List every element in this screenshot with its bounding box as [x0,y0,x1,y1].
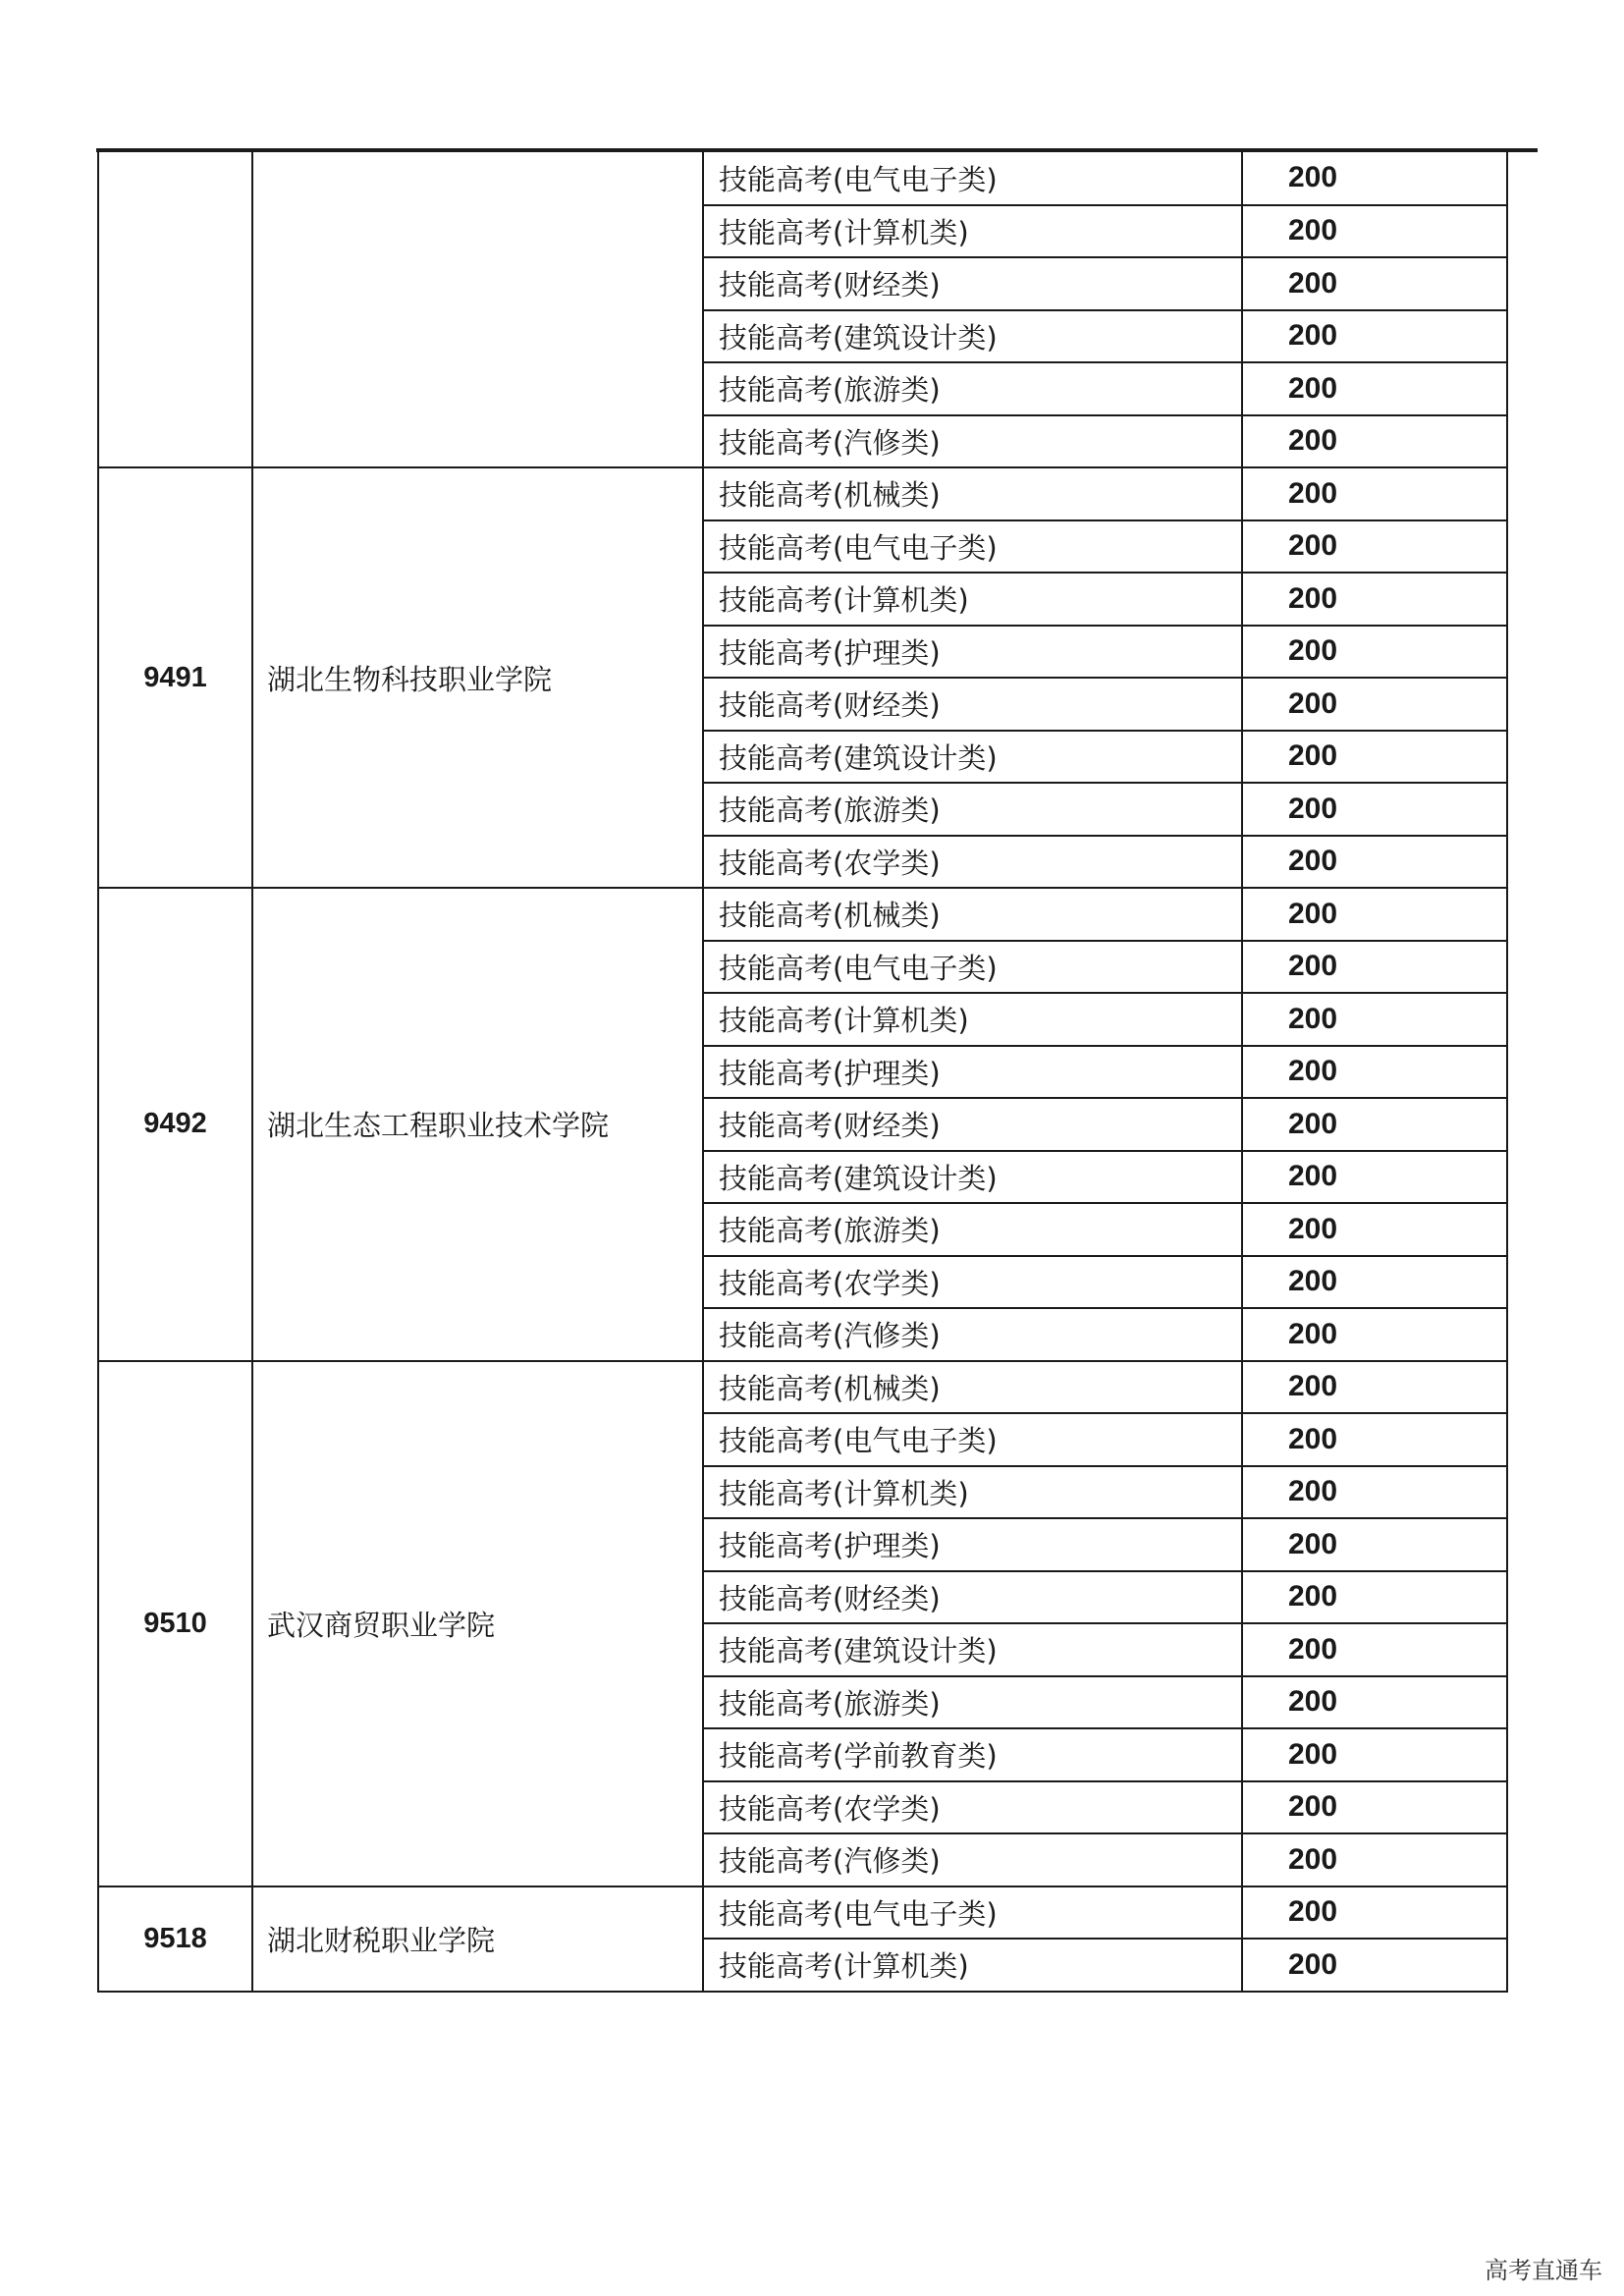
category-cell: 技能高考(农学类) [703,1781,1242,1834]
score-cell: 200 [1242,205,1507,258]
score-cell: 200 [1242,836,1507,889]
school-name-cell [252,152,703,467]
score-cell: 200 [1242,467,1507,520]
category-cell: 技能高考(护理类) [703,626,1242,679]
score-cell: 200 [1242,257,1507,310]
score-cell: 200 [1242,362,1507,415]
score-cell: 200 [1242,1886,1507,1940]
school-code-cell: 9492 [98,888,252,1361]
category-cell: 技能高考(护理类) [703,1518,1242,1571]
category-cell: 技能高考(建筑设计类) [703,1623,1242,1676]
score-cell: 200 [1242,1728,1507,1781]
score-cell: 200 [1242,415,1507,468]
score-cell: 200 [1242,1939,1507,1992]
category-cell: 技能高考(计算机类) [703,1466,1242,1519]
category-cell: 技能高考(财经类) [703,678,1242,731]
school-name-cell: 湖北财税职业学院 [252,1886,703,1992]
school-code-cell: 9510 [98,1361,252,1886]
table-row [98,888,1507,941]
category-cell: 技能高考(机械类) [703,1361,1242,1414]
score-cell: 200 [1242,573,1507,626]
table-row [98,1886,1507,1940]
score-cell: 200 [1242,1623,1507,1676]
category-cell: 技能高考(旅游类) [703,783,1242,836]
score-cell: 200 [1242,1571,1507,1624]
score-cell: 200 [1242,783,1507,836]
score-cell: 200 [1242,1098,1507,1151]
school-code-cell [98,152,252,467]
score-cell: 200 [1242,1781,1507,1834]
table-row [98,152,1507,205]
score-cell: 200 [1242,1361,1507,1414]
category-cell: 技能高考(机械类) [703,888,1242,941]
score-cell: 200 [1242,520,1507,574]
category-cell: 技能高考(农学类) [703,836,1242,889]
category-cell: 技能高考(计算机类) [703,205,1242,258]
school-name-cell: 湖北生物科技职业学院 [252,467,703,888]
score-cell: 200 [1242,1256,1507,1309]
category-cell: 技能高考(旅游类) [703,1203,1242,1256]
category-cell: 技能高考(汽修类) [703,1308,1242,1361]
score-cell: 200 [1242,678,1507,731]
category-cell: 技能高考(建筑设计类) [703,1151,1242,1204]
score-cell: 200 [1242,941,1507,994]
score-cell: 200 [1242,1466,1507,1519]
category-cell: 技能高考(财经类) [703,257,1242,310]
category-cell: 技能高考(护理类) [703,1046,1242,1099]
school-code-cell: 9491 [98,467,252,888]
score-cell: 200 [1242,1518,1507,1571]
category-cell: 技能高考(计算机类) [703,1939,1242,1992]
table-row [98,1361,1507,1414]
category-cell: 技能高考(建筑设计类) [703,731,1242,784]
score-cell: 200 [1242,731,1507,784]
school-code-cell: 9518 [98,1886,252,1992]
category-cell: 技能高考(建筑设计类) [703,310,1242,363]
score-cell: 200 [1242,1676,1507,1729]
score-cell: 200 [1242,1046,1507,1099]
admission-score-table [97,152,1508,1993]
score-cell: 200 [1242,152,1507,205]
table-row [98,467,1507,520]
score-cell: 200 [1242,626,1507,679]
footer-watermark: 高考直通车 [1485,2257,1602,2284]
category-cell: 技能高考(财经类) [703,1571,1242,1624]
score-cell: 200 [1242,1833,1507,1886]
category-cell: 技能高考(旅游类) [703,1676,1242,1729]
score-cell: 200 [1242,993,1507,1046]
category-cell: 技能高考(计算机类) [703,573,1242,626]
category-cell: 技能高考(电气电子类) [703,520,1242,574]
score-cell: 200 [1242,1413,1507,1466]
table-body [98,152,1507,1992]
category-cell: 技能高考(财经类) [703,1098,1242,1151]
category-cell: 技能高考(汽修类) [703,415,1242,468]
category-cell: 技能高考(电气电子类) [703,1413,1242,1466]
school-name-cell: 湖北生态工程职业技术学院 [252,888,703,1361]
school-name-cell: 武汉商贸职业学院 [252,1361,703,1886]
score-cell: 200 [1242,1203,1507,1256]
category-cell: 技能高考(电气电子类) [703,1886,1242,1940]
score-cell: 200 [1242,888,1507,941]
category-cell: 技能高考(电气电子类) [703,941,1242,994]
category-cell: 技能高考(计算机类) [703,993,1242,1046]
score-cell: 200 [1242,1308,1507,1361]
score-cell: 200 [1242,310,1507,363]
category-cell: 技能高考(汽修类) [703,1833,1242,1886]
category-cell: 技能高考(学前教育类) [703,1728,1242,1781]
category-cell: 技能高考(旅游类) [703,362,1242,415]
category-cell: 技能高考(电气电子类) [703,152,1242,205]
category-cell: 技能高考(农学类) [703,1256,1242,1309]
category-cell: 技能高考(机械类) [703,467,1242,520]
score-cell: 200 [1242,1151,1507,1204]
